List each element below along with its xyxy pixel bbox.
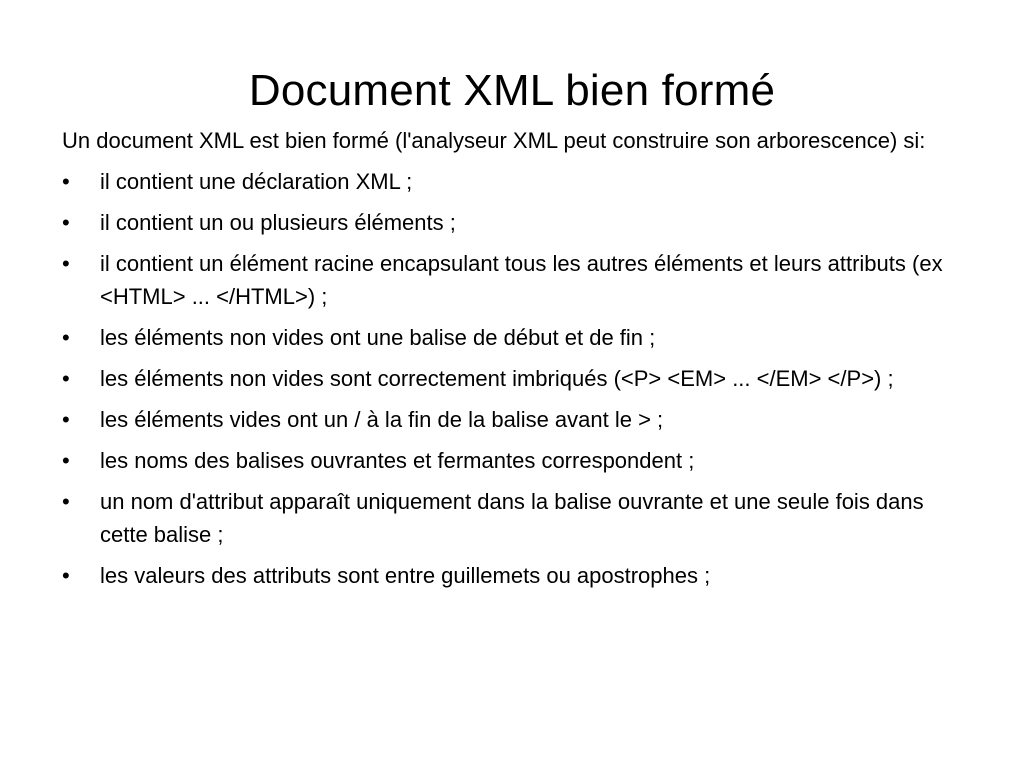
bullet-dot-icon: •	[62, 366, 70, 391]
bullet-item	[62, 444, 972, 477]
bullet-text: il contient un élément racine encapsulant tous les autres éléments et leurs attributs (ex <HTML> ... </HTML>) ;	[100, 251, 943, 309]
bullet-item	[62, 362, 972, 395]
bullet-list	[62, 165, 972, 592]
bullet-text: il contient un ou plusieurs éléments ;	[100, 210, 456, 235]
bullet-item	[62, 165, 972, 198]
bullet-item	[62, 559, 972, 592]
bullet-dot-icon: •	[62, 563, 70, 588]
bullet-item	[62, 485, 972, 551]
intro-paragraph: Un document XML est bien formé (l'analyseur XML peut construire son arborescence) si:	[62, 128, 926, 153]
bullet-text: les éléments non vides sont correctement imbriqués (<P> <EM> ... </EM> </P>) ;	[100, 366, 894, 391]
bullet-text: les éléments non vides ont une balise de début et de fin ;	[100, 325, 656, 350]
bullet-dot-icon: •	[62, 489, 70, 514]
bullet-dot-icon: •	[62, 169, 70, 194]
slide-title: Document XML bien formé	[248, 66, 776, 116]
bullet-dot-icon: •	[62, 251, 70, 276]
bullet-dot-icon: •	[62, 210, 70, 235]
bullet-item	[62, 247, 972, 313]
bullet-text: il contient une déclaration XML ;	[100, 169, 413, 194]
bullet-dot-icon: •	[62, 407, 70, 432]
bullet-dot-icon: •	[62, 448, 70, 473]
bullet-dot-icon: •	[62, 325, 70, 350]
bullet-text: un nom d'attribut apparaît uniquement dans la balise ouvrante et une seule fois dans cette balise ;	[100, 489, 924, 547]
bullet-item	[62, 321, 972, 354]
slide-body	[62, 124, 972, 600]
bullet-text: les noms des balises ouvrantes et fermantes correspondent ;	[100, 448, 695, 473]
bullet-item	[62, 403, 972, 436]
bullet-item	[62, 206, 972, 239]
bullet-text: les éléments vides ont un / à la fin de la balise avant le > ;	[100, 407, 664, 432]
bullet-text: les valeurs des attributs sont entre guillemets ou apostrophes ;	[100, 563, 711, 588]
